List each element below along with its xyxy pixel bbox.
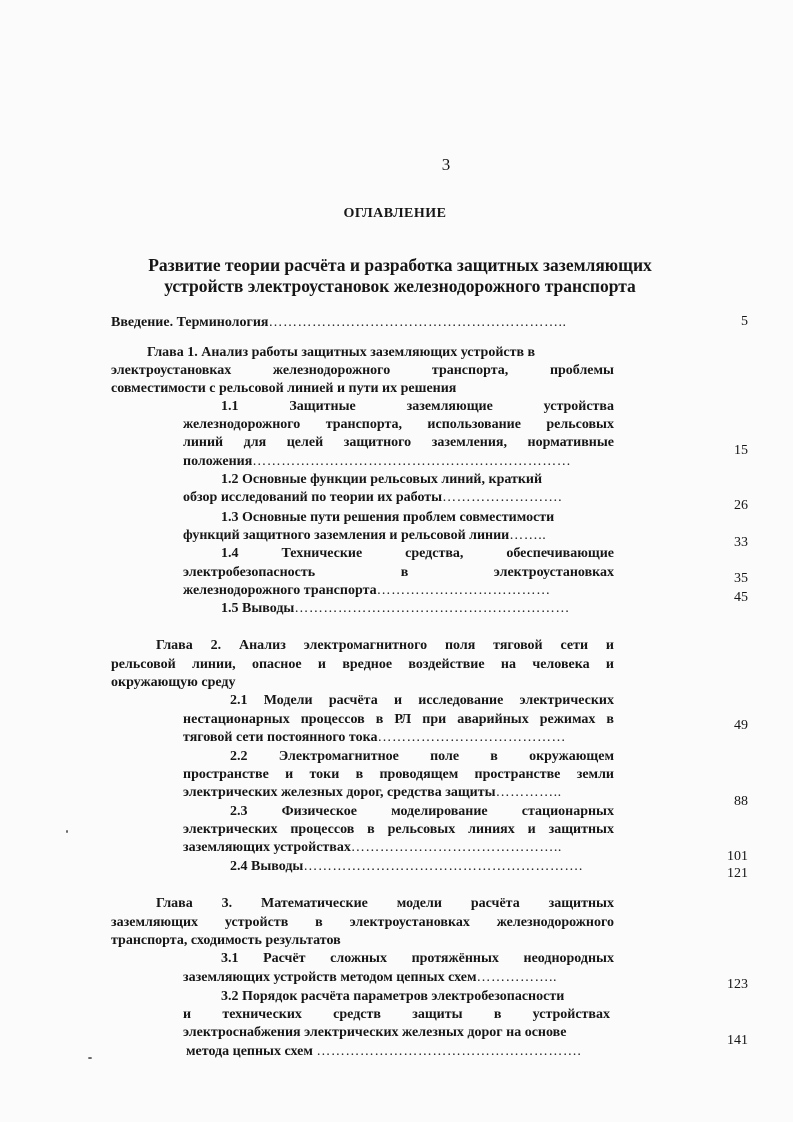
leader-dots: …………………………………………………. <box>303 859 583 874</box>
toc-entry-label: Введение. Терминология <box>111 315 269 330</box>
toc-entry-label: метода цепных схем <box>186 1044 313 1059</box>
toc-entry-2-1[interactable]: 2.1 Модели расчёта и исследование электрических <box>230 693 614 708</box>
toc-entry-2-2-line: пространстве и токи в проводящем пространстве земли <box>183 767 614 782</box>
leader-dots: ………………………………………………… <box>294 601 570 616</box>
toc-entry-1-3-line <box>183 528 546 544</box>
toc-entry-3-1-line <box>183 970 557 986</box>
toc-entry-label: 1.5 Выводы <box>221 601 295 616</box>
document-title-line-2: устройств электроустановок железнодорожного транспорта <box>164 276 636 296</box>
page-ref: 35 <box>734 571 748 586</box>
page-ref: 15 <box>734 443 748 458</box>
chapter-1-heading-line-2: электроустановках железнодорожного транспорта, проблемы <box>111 363 614 378</box>
toc-entry-label: 2.4 Выводы <box>230 859 304 874</box>
page-ref: 121 <box>727 866 748 881</box>
toc-entry-1-1-line: железнодорожного транспорта, использование рельсовых <box>183 417 614 432</box>
toc-entry-2-4[interactable] <box>230 859 583 875</box>
toc-entry-2-3-line: электрических процессов в рельсовых линиях и защитных <box>183 822 614 837</box>
toc-entry-1-1-line: линий для целей защитного заземления, нормативные <box>183 435 614 450</box>
toc-entry-2-1-line <box>183 730 566 746</box>
toc-entry-introduction[interactable] <box>111 315 567 331</box>
toc-entry-3-2-line: и технических средств защиты в устройствах <box>183 1007 610 1022</box>
chapter-3-heading-line-2: заземляющих устройств в электроустановках железнодорожного <box>111 915 614 930</box>
toc-entry-3-2-line <box>186 1044 581 1060</box>
toc-entry-2-2-line <box>183 785 562 801</box>
toc-entry-label: обзор исследований по теории их работы <box>183 490 443 505</box>
page-number: 3 <box>441 155 451 174</box>
leader-dots: ………………………………………………. <box>316 1044 582 1059</box>
toc-title: ОГЛАВЛЕНИЕ <box>343 206 447 221</box>
leader-dots: ………………………………………………………… <box>252 454 572 469</box>
chapter-2-heading: Глава 2. Анализ электромагнитного поля тяговой сети и <box>156 638 614 653</box>
chapter-3-heading-line-3: транспорта, сходимость результатов <box>111 933 341 948</box>
page-ref: 26 <box>734 498 748 513</box>
toc-entry-label: заземляющих устройств методом цепных схем <box>183 970 477 985</box>
chapter-1-heading: Глава 1. Анализ работы защитных заземляющих устройств в <box>147 345 536 360</box>
chapter-1-heading-line-3: совместимости с рельсовой линией и пути их решения <box>111 381 457 396</box>
leader-dots: ……………………. <box>442 490 563 505</box>
toc-entry-1-4-line: электробезопасность в электроустановках <box>183 565 614 580</box>
chapter-2-heading-line-2: рельсовой линии, опасное и вредное воздействие на человека и <box>111 657 614 672</box>
leader-dots: …….. <box>509 528 547 543</box>
chapter-3-heading: Глава 3. Математические модели расчёта защитных <box>156 896 614 911</box>
page-ref: 88 <box>734 794 748 809</box>
toc-entry-label: тяговой сети постоянного тока <box>183 730 378 745</box>
toc-entry-3-1[interactable]: 3.1 Расчёт сложных протяжённых неоднородных <box>221 951 614 966</box>
page-ref: 123 <box>727 977 748 992</box>
toc-entry-2-3-line <box>183 840 562 856</box>
document-title-line-1: Развитие теории расчёта и разработка защитных заземляющих <box>148 255 652 275</box>
leader-dots: ………….. <box>495 785 562 800</box>
page-ref: 49 <box>734 718 748 733</box>
toc-entry-label: электрических железных дорог, средства защиты <box>183 785 496 800</box>
page-ref: 45 <box>734 590 748 605</box>
toc-entry-1-5[interactable] <box>221 601 570 617</box>
leader-dots: ………………………………… <box>377 730 566 745</box>
toc-entry-1-2-line <box>183 490 562 506</box>
toc-entry-1-2[interactable]: 1.2 Основные функции рельсовых линий, краткий <box>221 472 543 487</box>
leader-dots: …………………………………………………….. <box>268 315 567 330</box>
toc-entry-label: положения <box>183 454 253 469</box>
toc-entry-1-1-line <box>183 454 571 470</box>
page-ref: 33 <box>734 535 748 550</box>
scan-artifact <box>88 1057 92 1059</box>
page-ref: 101 <box>727 849 748 864</box>
leader-dots: …………….. <box>476 970 558 985</box>
toc-entry-3-2-line: электроснабжения электрических железных дорог на основе <box>183 1025 567 1040</box>
page-ref: 5 <box>741 314 748 329</box>
page-ref: 141 <box>727 1033 748 1048</box>
toc-entry-2-3[interactable]: 2.3 Физическое моделирование стационарных <box>230 804 614 819</box>
toc-entry-1-4-line <box>183 583 551 599</box>
toc-entry-1-4[interactable]: 1.4 Технические средства, обеспечивающие <box>221 546 614 561</box>
toc-entry-2-1-line: нестационарных процессов в РЛ при аварийных режимах в <box>183 712 614 727</box>
chapter-2-heading-line-3: окружающую среду <box>111 675 236 690</box>
toc-entry-label: заземляющих устройствах <box>183 840 351 855</box>
toc-entry-2-2[interactable]: 2.2 Электромагнитное поле в окружающем <box>230 749 614 764</box>
toc-entry-label: железнодорожного транспорта <box>183 583 377 598</box>
leader-dots: ……………………………… <box>376 583 551 598</box>
toc-entry-1-1[interactable]: 1.1 Защитные заземляющие устройства <box>221 399 614 414</box>
leader-dots: …………………………………….. <box>350 840 562 855</box>
toc-entry-3-2[interactable]: 3.2 Порядок расчёта параметров электробезопасности <box>221 989 565 1004</box>
scan-artifact <box>66 830 68 833</box>
toc-entry-1-3[interactable]: 1.3 Основные пути решения проблем совместимости <box>221 510 555 525</box>
toc-entry-label: функций защитного заземления и рельсовой линии <box>183 528 510 543</box>
